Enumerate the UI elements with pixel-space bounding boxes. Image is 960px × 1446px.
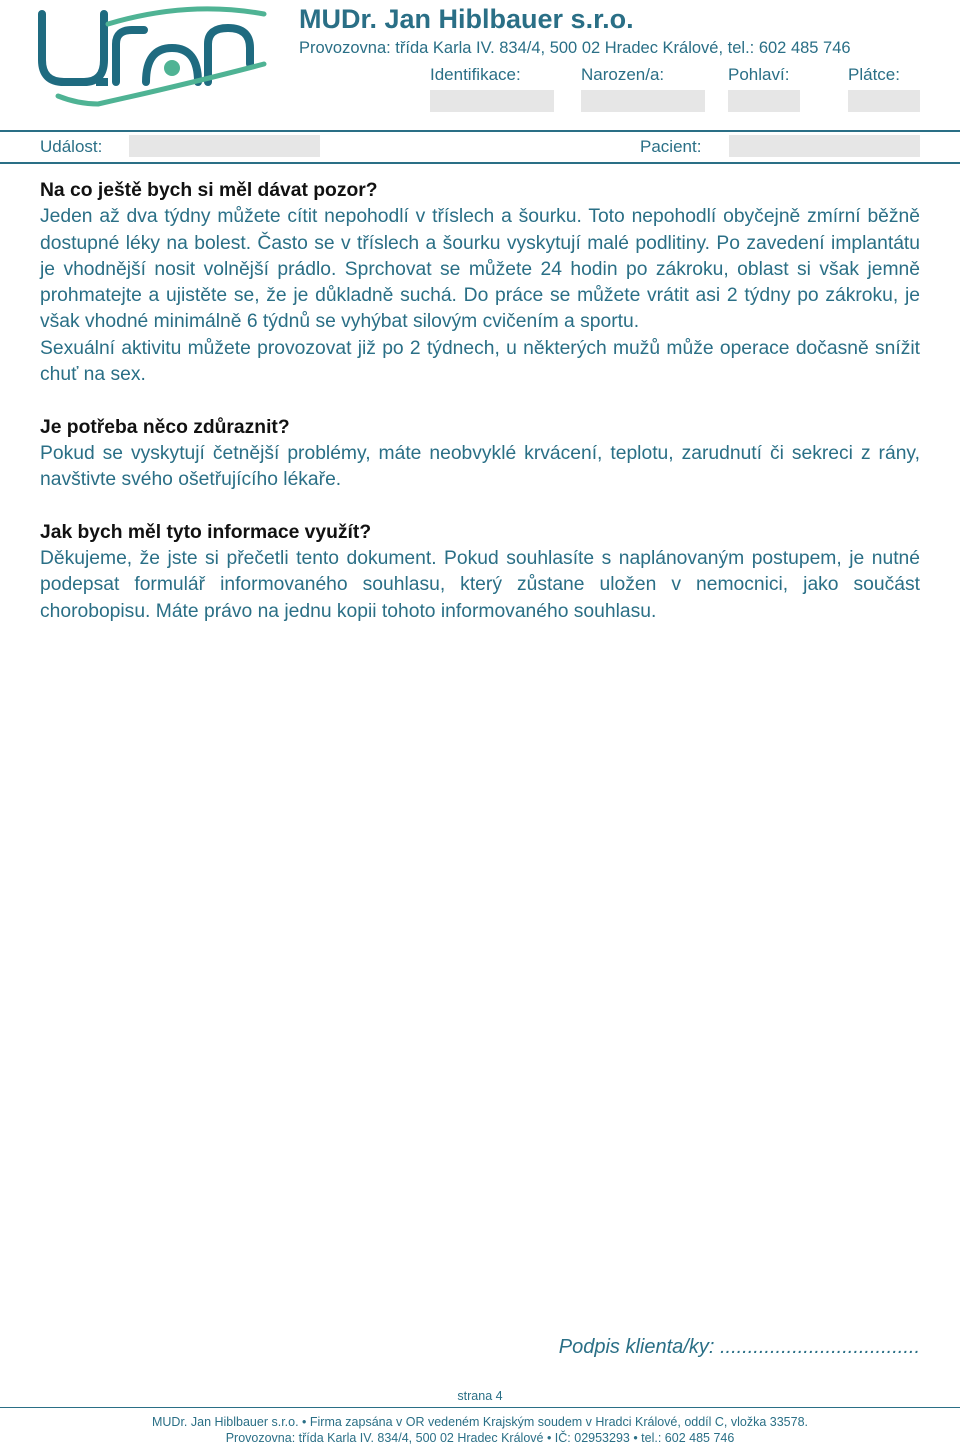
field-identifikace[interactable] bbox=[430, 90, 554, 112]
page-number: strana 4 bbox=[457, 1389, 503, 1403]
field-label-narozen: Narozen/a: bbox=[581, 65, 665, 84]
event-label: Událost: bbox=[40, 137, 103, 156]
footer-line-1: MUDr. Jan Hiblbauer s.r.o. • Firma zapsána v OR vedeném Krajským soudem v Hradci Králové, oddíl C, vložka 33578. bbox=[151, 1415, 809, 1429]
section-paragraph: Pokud se vyskytují četnější problémy, máte neobvyklé krvácení, teplotu, zarudnutí či sekreci z rány, navštivte svého ošetřujícího lékaře. bbox=[40, 442, 920, 491]
field-label-identifikace: Identifikace: bbox=[430, 65, 521, 84]
field-label-pohlavi: Pohlaví: bbox=[728, 65, 790, 84]
company-logo bbox=[38, 4, 268, 114]
patient-label: Pacient: bbox=[640, 137, 702, 156]
header-divider-bottom bbox=[0, 162, 960, 164]
company-name: MUDr. Jan Hiblbauer s.r.o. bbox=[299, 4, 634, 34]
field-pohlavi[interactable] bbox=[728, 90, 800, 112]
section-paragraph: Děkujeme, že jste si přečetli tento dokument. Pokud souhlasíte s naplánovaným postupem, je nutné podepsat formulář informovaného souhlasu, který zůstane uložen v nemocnici, jako součást chorobopisu. Máte právo na jednu kopii tohoto informovaného souhlasu. bbox=[40, 548, 920, 622]
company-address: Provozovna: třída Karla IV. 834/4, 500 02 Hradec Králové, tel.: 602 485 746 bbox=[299, 39, 851, 57]
section-heading: Je potřeba něco zdůraznit? bbox=[40, 416, 290, 438]
client-signature-line[interactable]: Podpis klienta/ky: .................................... bbox=[558, 1336, 920, 1358]
footer-line-2: Provozovna: třída Karla IV. 834/4, 500 02 Hradec Králové • IČ: 02953293 • tel.: 602 485 746 bbox=[225, 1431, 735, 1445]
patient-field[interactable] bbox=[729, 135, 920, 157]
footer-divider bbox=[0, 1407, 960, 1408]
field-label-platce: Plátce: bbox=[848, 65, 900, 84]
field-platce[interactable] bbox=[848, 90, 920, 112]
header-divider-top bbox=[0, 130, 960, 132]
section-paragraph: Jeden až dva týdny můžete cítit nepohodlí v tříslech a šourku. Toto nepohodlí obyčejně zmírní běžně dostupné léky na bolest. Často se v tříslech a šourku vyskytují malé podlitiny. Po zavedení implantátu je vhodnější nosit volnější prádlo. Sprchovat se můžete 24 hodin po zákroku, oblast si však jemně prohmatejte a ujistěte se, že je důkladně suchá. Do práce se můžete vrátit asi 2 týdny po zákroku, je však vhodné minimálně 6 týdnů se vyhýbat silovým cvičením a sportu. bbox=[40, 206, 920, 333]
section-paragraph: Sexuální aktivitu můžete provozovat již po 2 týdnech, u některých mužů může operace dočasně snížit chuť na sex. bbox=[40, 337, 920, 386]
field-narozen[interactable] bbox=[581, 90, 705, 112]
event-field[interactable] bbox=[129, 135, 320, 157]
section-heading: Jak bych měl tyto informace využít? bbox=[40, 521, 372, 543]
document-body bbox=[40, 178, 920, 625]
section-heading: Na co ještě bych si měl dávat pozor? bbox=[40, 180, 378, 201]
